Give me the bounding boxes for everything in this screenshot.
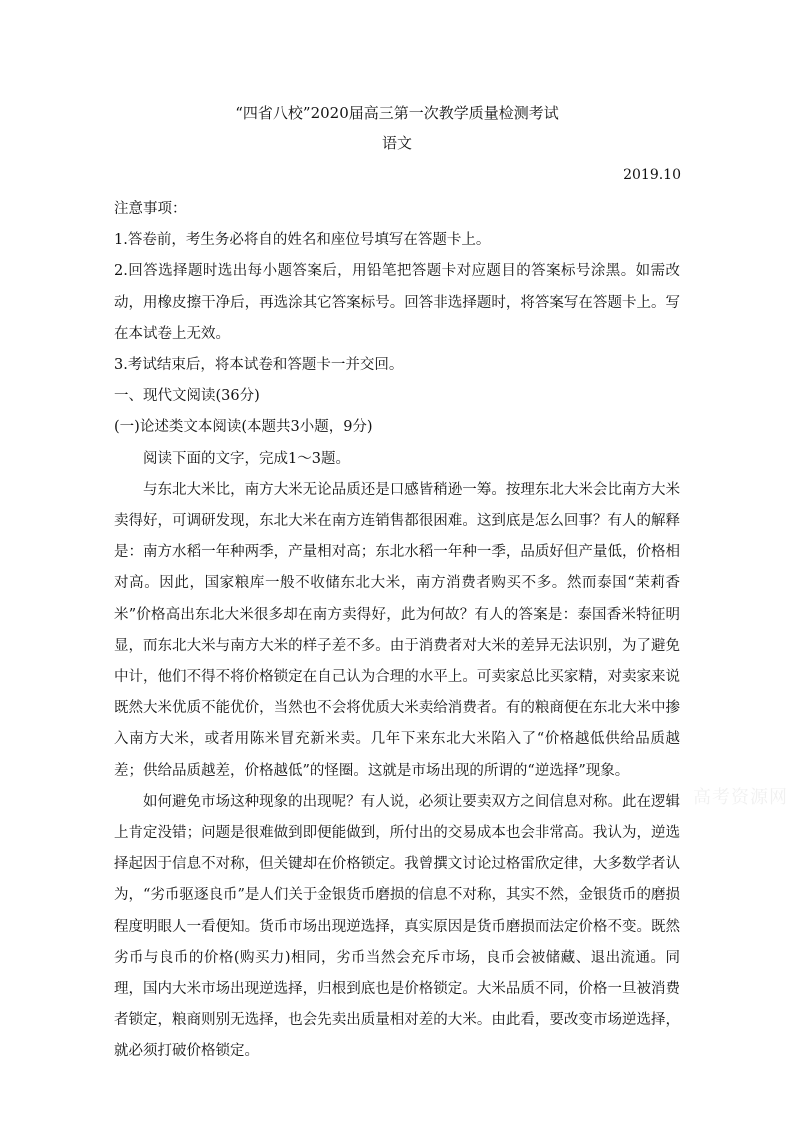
exam-title: “四省八校”2020届高三第一次教学质量检测考试 [235, 104, 559, 122]
exam-body [114, 194, 680, 1068]
notice-item: 1.答卷前，考生务必将自的姓名和座位号填写在答题卡上。 [114, 232, 491, 249]
section-heading: 一、现代文阅读(36分) [114, 388, 260, 405]
passage-paragraph: 与东北大米比，南方大米无论品质还是口感皆稍逊一筹。按理东北大米会比南方大米卖得好，可调研发现，东北大米在南方连销售都很困难。这到底是怎么回事？有人的解释是：南方水稻一年种两季，产量相对高；东北水稻一年种一季，品质好但产量低，价格相对高。因此，国家粮库一般不收储东北大米，南方消费者购买不多。然而泰国“茉莉香米”价格高出东北大米很多却在南方卖得好，此为何故？有人的答案是：泰国香米特征明显，而东北大米与南方大米的样子差不多。由于消费者对大米的差异无法识别，为了避免中计，他们不得不将价格锁定在自己认为合理的水平上。可卖家总比买家精，对卖家来说既然大米优质不能优价，当然也不会将优质大米卖给消费者。有的粮商便在东北大米中掺入南方大米，或者用陈米冒充新米卖。几年下来东北大米陷入了“价格越低供给品质越差；供给品质越差，价格越低”的怪圈。这就是市场出现的所谓的“逆选择”现象。 [114, 481, 680, 779]
notice-item: 2.回答选择题时选出每小题答案后，用铅笔把答题卡对应题目的答案标号涂黑。如需改动，用橡皮擦干净后，再选涂其它答案标号。回答非选择题时，将答案写在答题卡上。写在本试卷上无效。 [114, 263, 680, 342]
watermark-text: 高考资源网 [693, 787, 788, 808]
notice-item: 3.考试结束后，将本试卷和答题卡一并交回。 [114, 357, 404, 374]
reading-instruction: 阅读下面的文字，完成1～3题。 [143, 450, 350, 467]
exam-subject: 语文 [381, 134, 412, 152]
notice-heading: 注意事项： [114, 201, 187, 217]
section-subheading: (一)论述类文本阅读(本题共3小题，9分) [114, 419, 373, 436]
exam-date: 2019.10 [623, 167, 681, 183]
passage-paragraph: 如何避免市场这种现象的出现呢？有人说，必须让要卖双方之间信息对称。此在逻辑上肯定没错；问题是很难做到即便能做到，所付出的交易成本也会非常高。我认为，逆选择起因于信息不对称，但关键却在价格锁定。我曾撰文讨论过格雷欣定律，大多数学者认为，“劣币驱逐良币”是人们关于金银货币磨损的信息不对称，其实不然，金银货币的磨损程度明眼人一看便知。货币市场出现逆选择，真实原因是货币磨损而法定价格不变。既然劣币与良币的价格(购买力)相同，劣币当然会充斥市场，良币会被储藏、退出流通。同理，国内大米市场出现逆选择，归根到底也是价格锁定。大米品质不同，价格一旦被消费者锁定，粮商则别无选择，也会先卖出质量相对差的大米。由此看，要改变市场逆选择，就必须打破价格锁定。 [114, 793, 680, 1060]
